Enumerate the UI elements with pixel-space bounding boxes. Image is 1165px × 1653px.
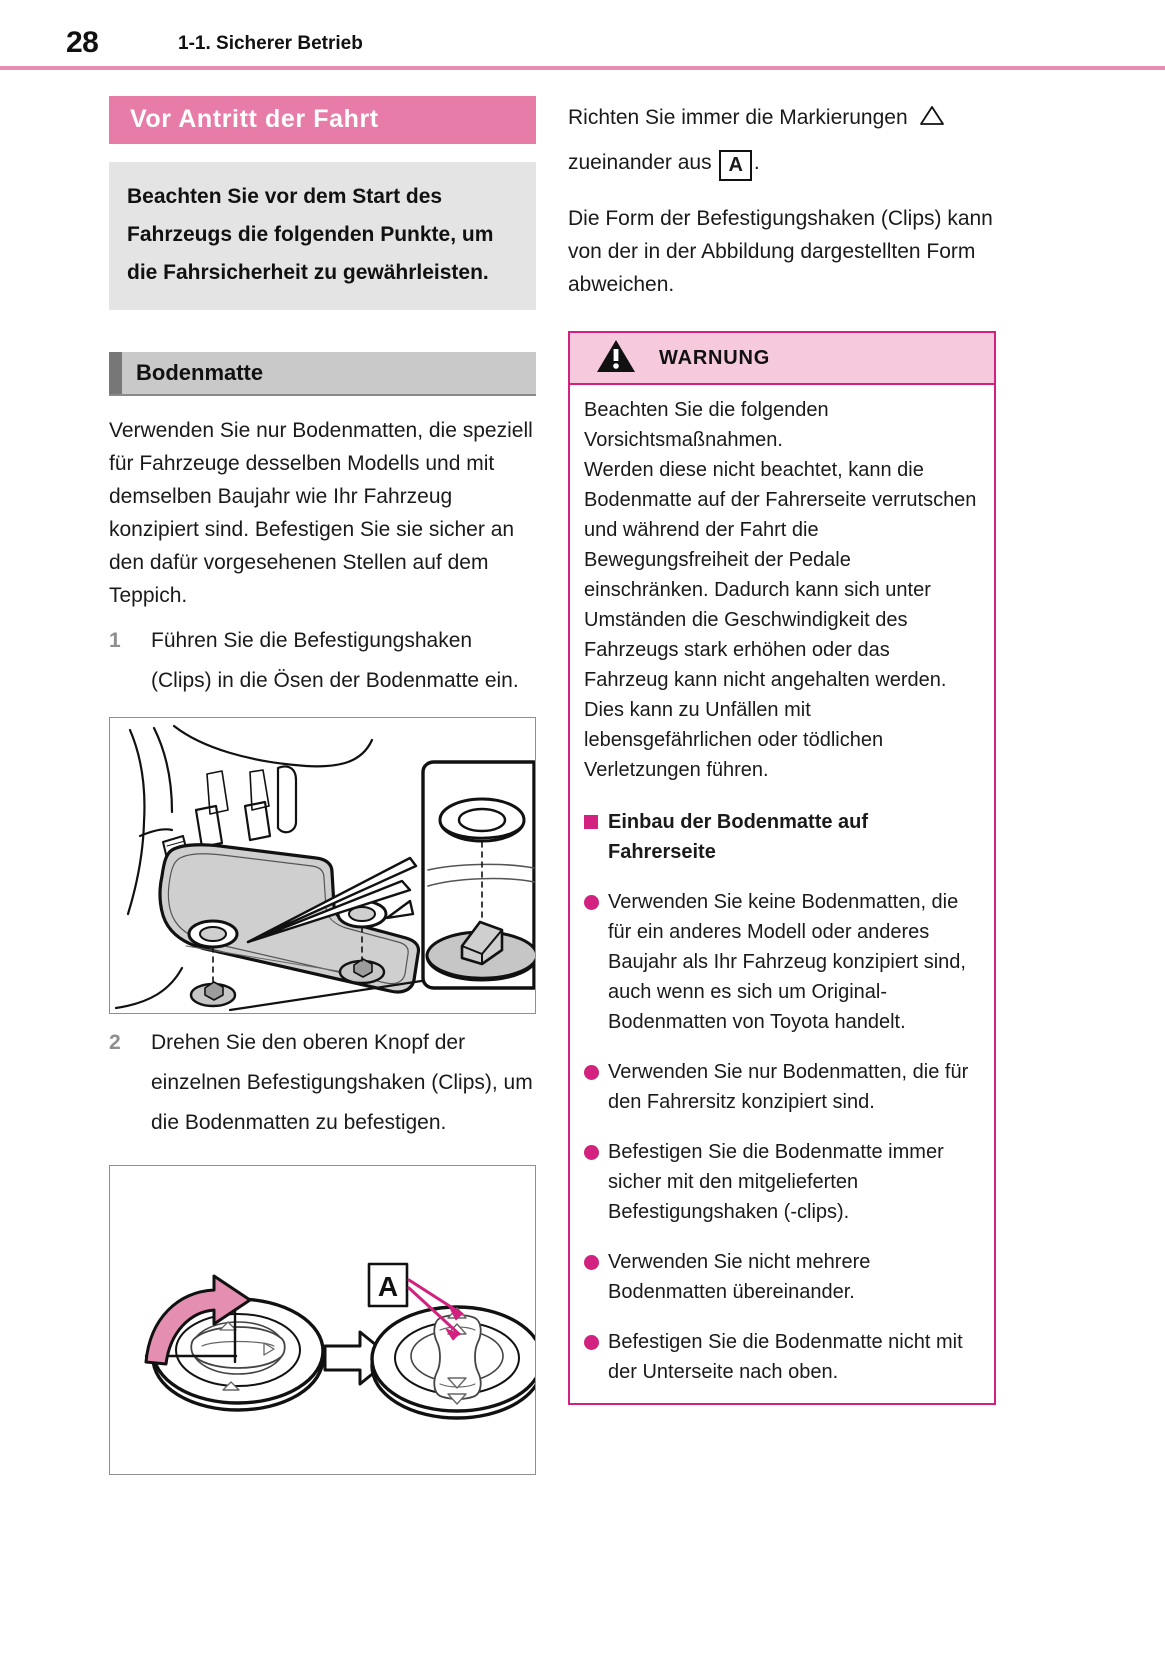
warning-list-item [584, 887, 978, 1037]
left-column [109, 96, 536, 1475]
subsection-title: Bodenmatte [136, 360, 264, 385]
chapter-title-bar: Vor Antritt der Fahrt [109, 96, 536, 144]
callout-letter-a: A [377, 1271, 399, 1302]
subsection-header [109, 352, 536, 394]
warning-subheading [584, 807, 978, 867]
right-column [568, 96, 996, 1405]
warning-item-text: Verwenden Sie nicht mehrere Bodenmatten übereinander. [608, 1251, 871, 1303]
alignment-text-b: zueinander aus [568, 151, 712, 174]
warning-paragraph: Beachten Sie die folgenden Vorsichtsmaßnahmen. [584, 399, 829, 451]
warning-item-text: Befestigen Sie die Bodenmatte immer sicher mit den mitgelieferten Befestigungshaken (-clips). [608, 1141, 944, 1223]
step-number: 1 [109, 629, 121, 652]
warning-item-text: Befestigen Sie die Bodenmatte nicht mit der Unterseite nach oben. [608, 1331, 963, 1383]
warning-paragraph: Werden diese nicht beachtet, kann die Bodenmatte auf der Fahrerseite verrutschen und während der Fahrt die Bewegungsfreiheit der Pedale einschränken. Dadurch kann sich unter Umständen die Geschwindigkeit des Fahrzeugs stark erhöhen oder das Fahrzeug kann nicht angehalten werden. Dies kann zu Unfällen mit lebensgefährlichen oder tödlichen Verletzungen führen. [584, 459, 977, 781]
warning-list-item [584, 1247, 978, 1307]
triangle-marker-icon [919, 98, 945, 141]
header-divider-rule [0, 66, 1165, 70]
subsection-accent-bar [109, 352, 122, 394]
breadcrumb: 1-1. Sicherer Betrieb [178, 33, 363, 54]
warning-title: WARNUNG [659, 346, 771, 369]
warning-header [570, 333, 994, 385]
alignment-instruction-paragraph [568, 96, 996, 184]
alignment-text-period: . [753, 151, 760, 174]
page-number: 28 [66, 26, 99, 59]
page-header [0, 26, 1165, 68]
round-bullet-icon [584, 895, 608, 1037]
step-item [109, 621, 536, 701]
body-paragraph: Verwenden Sie nur Bodenmatten, die speziell für Fahrzeuge desselben Modells und mit demselben Baujahr wie Ihr Fahrzeug konzipiert sind. Befestigen Sie sie sicher an den dafür vorgesehenen Stellen auf dem Teppich. [109, 419, 533, 607]
figure-knob-rotation [109, 1165, 536, 1475]
warning-subheading-text: Einbau der Bodenmatte auf Fahrerseite [608, 811, 869, 863]
clip-shape-paragraph: Die Form der Befestigungshaken (Clips) kann von der in der Abbildung dargestellten Form abweichen. [568, 207, 993, 296]
step-text: Führen Sie die Befestigungshaken (Clips) in die Ösen der Bodenmatte ein. [151, 629, 519, 692]
step-number: 2 [109, 1031, 121, 1054]
square-bullet-icon [584, 815, 608, 867]
step-item [109, 1023, 536, 1143]
alignment-text-a: Richten Sie immer die Markierungen [568, 106, 908, 129]
warning-item-text: Verwenden Sie keine Bodenmatten, die für ein anderes Modell oder anderes Baujahr als Ihr Fahrzeug konzipiert sind, auch wenn es sich um Original-Bodenmatten von Toyota handelt. [608, 891, 966, 1033]
warning-box [568, 331, 996, 1405]
subsection-underline [109, 394, 536, 396]
warning-triangle-icon [596, 338, 636, 379]
round-bullet-icon [584, 1335, 608, 1387]
warning-list-item [584, 1137, 978, 1227]
warning-body [570, 385, 994, 1403]
boxed-letter-a: A [719, 150, 751, 181]
warning-list-item [584, 1327, 978, 1387]
round-bullet-icon [584, 1145, 608, 1227]
warning-list-item [584, 1057, 978, 1117]
warning-item-text: Verwenden Sie nur Bodenmatten, die für den Fahrersitz konzipiert sind. [608, 1061, 969, 1113]
figure-floor-mat [109, 717, 536, 1014]
round-bullet-icon [584, 1255, 608, 1307]
step-text: Drehen Sie den oberen Knopf der einzelnen Befestigungshaken (Clips), um die Bodenmatten zu befestigen. [151, 1031, 533, 1134]
intro-highlight-box: Beachten Sie vor dem Start des Fahrzeugs die folgenden Punkte, um die Fahrsicherheit zu gewährleisten. [109, 162, 536, 310]
round-bullet-icon [584, 1065, 608, 1117]
